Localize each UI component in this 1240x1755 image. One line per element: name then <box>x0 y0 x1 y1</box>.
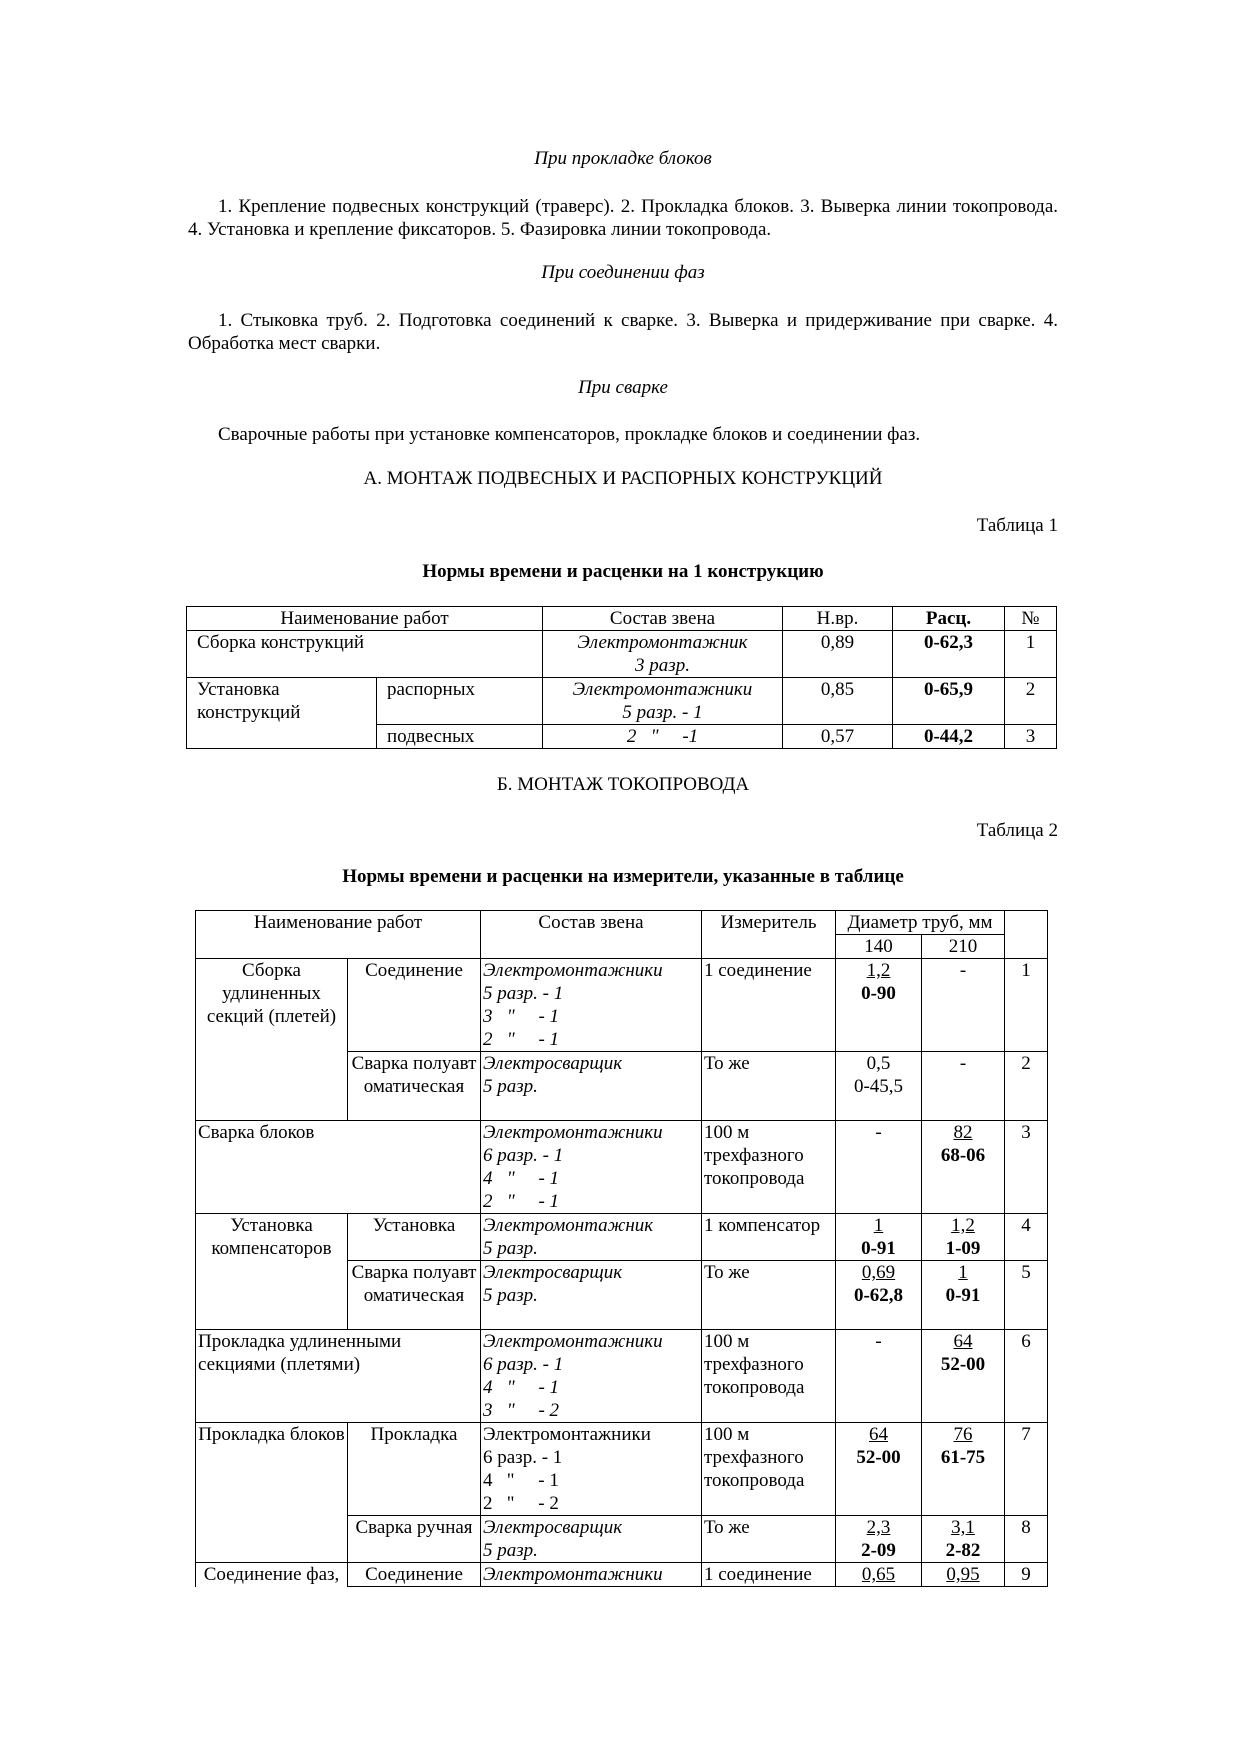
norm-value: 64 <box>869 1424 888 1445</box>
header-name: Наименование работ <box>187 607 543 631</box>
norm-value: 1,2 <box>951 1215 975 1236</box>
cell-unit: То же <box>702 1261 836 1330</box>
cell-d140: - <box>836 1121 922 1214</box>
crew-line: 3 разр. <box>635 655 690 676</box>
cell-d210 <box>922 1330 1005 1423</box>
cell-d210 <box>922 1214 1005 1261</box>
table-row <box>196 1121 1048 1214</box>
norm-value: 3,1 <box>951 1517 975 1538</box>
crew-line: 4 " - 1 <box>483 1470 559 1491</box>
norm-value: 76 <box>953 1424 973 1445</box>
cell-unit: 1 соединение <box>702 1563 836 1587</box>
price-value: 52-00 <box>940 1354 986 1375</box>
cell-num: 8 <box>1005 1516 1048 1563</box>
cell-name: Сборка конструкций <box>187 631 543 678</box>
cell-num: 1 <box>1005 631 1057 678</box>
table-row <box>187 678 1057 725</box>
cell-d140: - <box>836 1330 922 1423</box>
cell-unit: 100 м трехфазного токопровода <box>702 1423 836 1516</box>
cell-num: 9 <box>1005 1563 1048 1587</box>
cell-sub: Соединение <box>348 959 481 1052</box>
crew-line: Электросварщик <box>483 1517 623 1538</box>
cell-d210: - <box>922 959 1005 1052</box>
crew-line: 5 разр. <box>483 1540 538 1561</box>
crew-line: 6 разр. - 1 <box>483 1145 564 1166</box>
norm-value: 82 <box>953 1122 973 1143</box>
table1-label: Таблица 1 <box>976 515 1058 536</box>
crew-line: Электромонтажники <box>483 1122 663 1143</box>
crew-line: 4 " - 1 <box>483 1168 560 1189</box>
cell-d140 <box>836 1052 922 1121</box>
part-b-heading: Б. МОНТАЖ ТОКОПРОВОДА <box>496 774 750 795</box>
cell-d210 <box>922 1261 1005 1330</box>
blocks-title: При прокладке блоков <box>534 148 712 169</box>
price-value: 68-06 <box>940 1145 986 1166</box>
crew-line: 3 " - 2 <box>483 1400 560 1421</box>
cell-norm: 0,57 <box>783 725 893 749</box>
phases-text: 1. Стыковка труб. 2. Подготовка соединений к сварке. 3. Выверка и придерживание при сварке. 4. Обработка мест сварки. <box>188 310 1058 354</box>
cell-crew: 2 " -1 <box>543 725 783 749</box>
price-value: 1-09 <box>945 1238 981 1259</box>
crew-line: 6 разр. - 1 <box>483 1447 563 1468</box>
table2-label: Таблица 2 <box>976 820 1058 841</box>
cell-num: 4 <box>1005 1214 1048 1261</box>
cell-crew <box>481 959 702 1052</box>
crew-line: 2 " - 1 <box>483 1191 560 1212</box>
cell-d140 <box>836 1516 922 1563</box>
norm-value: 1,2 <box>866 960 891 981</box>
crew-line: Электромонтажник <box>483 1215 654 1236</box>
welding-text: Сварочные работы при установке компенсаторов, прокладке блоков и соединении фаз. <box>218 424 921 445</box>
cell-num: 6 <box>1005 1330 1048 1423</box>
cell-d140 <box>836 1261 922 1330</box>
crew-line: 6 разр. - 1 <box>483 1354 564 1375</box>
cell-sub: распорных <box>377 678 543 725</box>
header-crew: Состав звена <box>481 911 702 959</box>
cell-group: Установка компенсаторов <box>196 1214 348 1330</box>
cell-sub: Прокладка <box>348 1423 481 1516</box>
crew-line: 4 " - 1 <box>483 1377 560 1398</box>
cell-unit: То же <box>702 1516 836 1563</box>
blocks-text: 1. Крепление подвесных конструкций (траверс). 2. Прокладка блоков. 3. Выверка линии токопровода. 4. Установка и крепление фиксаторов. 5. Фазировка линии токопровода. <box>188 196 1058 240</box>
cell-group: Соединение фаз, <box>196 1563 348 1587</box>
cell-price: 0-62,3 <box>893 631 1005 678</box>
table1-title: Нормы времени и расценки на 1 конструкцию <box>422 561 824 582</box>
cell-name: Установка конструкций <box>187 678 377 749</box>
price-value: 61-75 <box>940 1447 986 1468</box>
cell-name: Сварка блоков <box>196 1121 481 1214</box>
header-diameter: Диаметр труб, мм <box>836 911 1005 935</box>
table-row <box>196 1563 1048 1587</box>
cell-d210 <box>922 1121 1005 1214</box>
cell-price: 0-44,2 <box>893 725 1005 749</box>
crew-line: 2 " - 1 <box>483 1029 560 1050</box>
crew-line: 5 разр. <box>483 1238 538 1259</box>
cell-num: 3 <box>1005 1121 1048 1214</box>
part-a-heading: А. МОНТАЖ ПОДВЕСНЫХ И РАСПОРНЫХ КОНСТРУКЦИЙ <box>363 468 883 489</box>
table-row <box>196 959 1048 1052</box>
cell-crew <box>481 1121 702 1214</box>
crew-line: Электромонтажник <box>577 632 748 653</box>
cell-crew <box>481 1261 702 1330</box>
crew-line: 5 разр. <box>483 1076 538 1097</box>
price-value: 0-91 <box>861 1238 896 1259</box>
cell-crew <box>481 1423 702 1516</box>
header-unit: Измеритель <box>702 911 836 959</box>
price-value: 0-62,8 <box>853 1285 904 1306</box>
header-num: № <box>1005 607 1057 631</box>
cell-crew <box>481 1330 702 1423</box>
cell-sub: подвесных <box>377 725 543 749</box>
crew-line: Электромонтажники <box>483 1424 651 1445</box>
cell-sub: Соединение <box>348 1563 481 1587</box>
norm-value: 64 <box>953 1331 973 1352</box>
cell-norm: 0,85 <box>783 678 893 725</box>
norm-value: 0,69 <box>861 1262 896 1283</box>
cell-num: 3 <box>1005 725 1057 749</box>
cell-num: 1 <box>1005 959 1048 1052</box>
header-crew: Состав звена <box>543 607 783 631</box>
price-value: 0-45,5 <box>853 1076 904 1097</box>
cell-num: 7 <box>1005 1423 1048 1516</box>
table-header-row <box>196 911 1048 935</box>
cell-crew <box>481 1516 702 1563</box>
table-row <box>187 631 1057 678</box>
header-d140: 140 <box>836 935 922 959</box>
cell-d140 <box>836 1214 922 1261</box>
cell-sub: Сварка ручная <box>348 1516 481 1563</box>
table-row <box>196 1423 1048 1516</box>
cell-d140 <box>836 1423 922 1516</box>
cell-crew <box>543 631 783 678</box>
cell-d210 <box>922 1423 1005 1516</box>
table1 <box>186 606 1057 749</box>
cell-d210: - <box>922 1052 1005 1121</box>
price-value: 0-90 <box>861 983 896 1004</box>
norm-value: 0,5 <box>866 1053 891 1074</box>
norm-value: 1 <box>873 1215 884 1236</box>
cell-num: 5 <box>1005 1261 1048 1330</box>
cell-unit: 100 м трехфазного токопровода <box>702 1121 836 1214</box>
table2-title: Нормы времени и расценки на измерители, указанные в таблице <box>342 866 904 887</box>
crew-line: Электромонтажники <box>572 679 753 700</box>
price-value: 2-82 <box>945 1540 981 1561</box>
cell-sub: Сварка полуавтоматическая <box>348 1052 481 1121</box>
table2 <box>195 910 1048 1587</box>
cell-unit: 1 соединение <box>702 959 836 1052</box>
cell-d210 <box>922 1516 1005 1563</box>
cell-num: 2 <box>1005 678 1057 725</box>
table-header-row <box>187 607 1057 631</box>
header-norm: Н.вр. <box>783 607 893 631</box>
cell-crew: Электромонтажники <box>481 1563 702 1587</box>
welding-title: При сварке <box>578 377 668 398</box>
crew-line: Электромонтажники <box>483 1331 663 1352</box>
cell-price: 0-65,9 <box>893 678 1005 725</box>
cell-group: Прокладка блоков <box>196 1423 348 1563</box>
cell-crew <box>543 678 783 725</box>
cell-sub: Сварка полуавтоматическая <box>348 1261 481 1330</box>
cell-unit: То же <box>702 1052 836 1121</box>
cell-crew <box>481 1214 702 1261</box>
cell-name: Прокладка удлиненными секциями (плетями) <box>196 1330 481 1423</box>
cell-crew <box>481 1052 702 1121</box>
cell-d210: 0,95 <box>922 1563 1005 1587</box>
phases-title: При соединении фаз <box>541 262 705 283</box>
crew-line: Электросварщик <box>483 1053 623 1074</box>
crew-line: 5 разр. - 1 <box>483 983 564 1004</box>
header-name: Наименование работ <box>196 911 481 959</box>
cell-unit: 100 м трехфазного токопровода <box>702 1330 836 1423</box>
crew-line: 3 " - 1 <box>483 1006 560 1027</box>
table-row <box>196 1330 1048 1423</box>
price-value: 52-00 <box>856 1447 901 1468</box>
header-d210: 210 <box>922 935 1005 959</box>
cell-group: Сборка удлиненных секций (плетей) <box>196 959 348 1121</box>
crew-line: 5 разр. <box>483 1285 538 1306</box>
norm-value: 1 <box>958 1262 968 1283</box>
cell-num: 2 <box>1005 1052 1048 1121</box>
table-row <box>196 1214 1048 1261</box>
header-price: Расц. <box>893 607 1005 631</box>
price-value: 0-91 <box>945 1285 981 1306</box>
header-num <box>1005 911 1048 959</box>
cell-d140: 0,65 <box>836 1563 922 1587</box>
crew-line: 5 разр. - 1 <box>622 702 703 723</box>
crew-line: Электромонтажники <box>483 960 663 981</box>
crew-line: 2 " - 2 <box>483 1493 559 1514</box>
crew-line: Электросварщик <box>483 1262 623 1283</box>
norm-value: 2,3 <box>866 1517 891 1538</box>
cell-d140 <box>836 959 922 1052</box>
cell-sub: Установка <box>348 1214 481 1261</box>
price-value: 2-09 <box>861 1540 896 1561</box>
cell-unit: 1 компенсатор <box>702 1214 836 1261</box>
cell-norm: 0,89 <box>783 631 893 678</box>
